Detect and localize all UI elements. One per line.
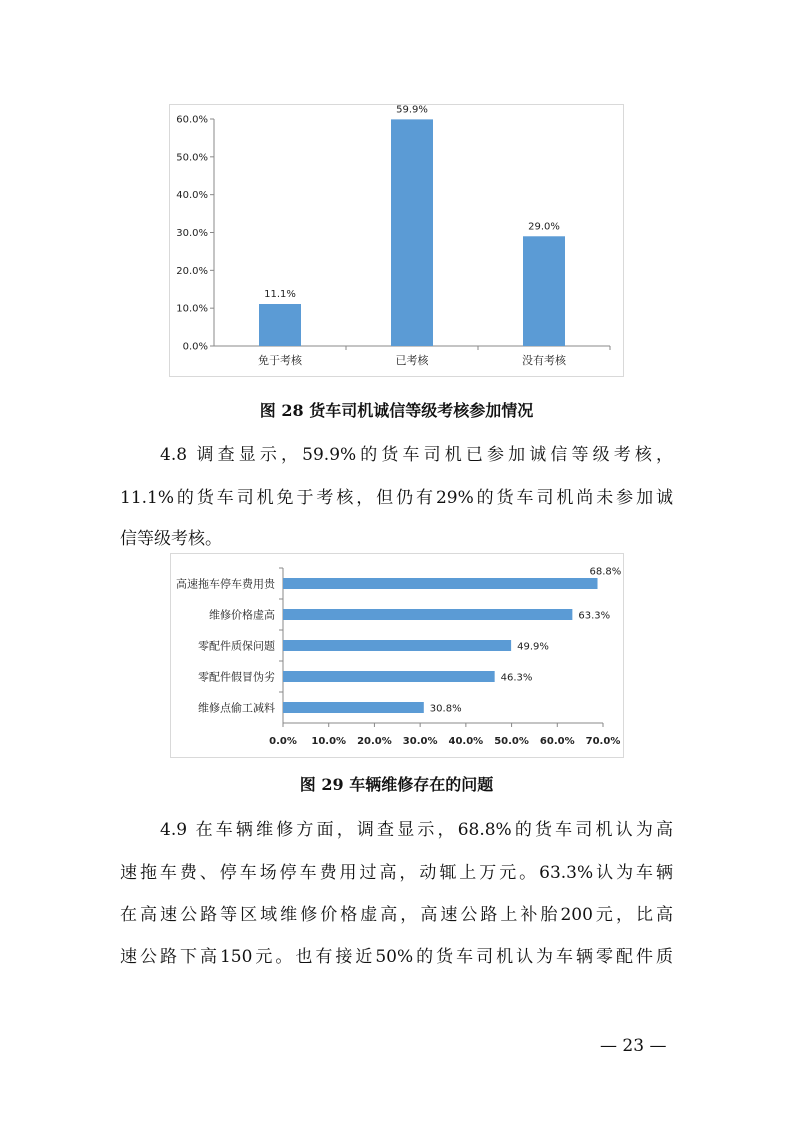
category-label: 维修价格虚高 (209, 608, 275, 622)
x-tick-label: 60.0% (539, 736, 575, 747)
page-number: — 23 — (600, 1036, 667, 1056)
y-tick-label: 0.0% (182, 341, 208, 353)
paragraph-line: 速拖车费、停车场停车费用过高，动辄上万元。63.3%认为车辆 (120, 863, 673, 883)
x-tick-label: 0.0% (269, 736, 297, 747)
data-label: 68.8% (589, 566, 622, 578)
bar (283, 578, 598, 589)
bar (259, 304, 301, 346)
x-tick-label: 20.0% (357, 736, 392, 747)
bar (283, 609, 572, 620)
category-label: 零配件质保问题 (198, 639, 275, 653)
x-tick-label: 70.0% (585, 736, 621, 747)
paragraph-line: 速公路下高150元。也有接近50%的货车司机认为车辆零配件质 (120, 947, 673, 967)
data-label: 30.8% (429, 703, 462, 715)
category-label: 没有考核 (522, 354, 566, 367)
y-tick-label: 60.0% (176, 114, 208, 126)
paragraph-line: 4.9 在车辆维修方面，调查显示，68.8%的货车司机认为高 (160, 820, 673, 840)
paragraph-line: 11.1%的货车司机免于考核，但仍有29%的货车司机尚未参加诚 (120, 488, 673, 508)
bar (523, 236, 565, 346)
x-tick-label: 30.0% (402, 736, 438, 747)
paragraph-line: 在高速公路等区域维修价格虚高，高速公路上补胎200元，比高 (120, 905, 673, 925)
bar (283, 640, 511, 651)
category-label: 高速拖车停车费用贵 (176, 577, 275, 591)
category-label: 免于考核 (258, 354, 302, 367)
y-tick-label: 50.0% (176, 152, 208, 164)
data-label: 63.3% (578, 610, 611, 622)
figure-29-caption: 图 29 车辆维修存在的问题 (299, 775, 494, 794)
x-tick-label: 40.0% (448, 736, 484, 747)
bar (283, 702, 424, 713)
category-label: 维修点偷工减料 (198, 701, 275, 715)
data-label: 46.3% (500, 672, 533, 684)
chart-repair-problems-svg (171, 554, 623, 757)
y-tick-label: 30.0% (176, 228, 208, 239)
figure-28-caption: 图 28 货车司机诚信等级考核参加情况 (259, 401, 534, 420)
bar (283, 671, 495, 682)
chart-exam-participation-svg (170, 105, 623, 376)
category-label: 已考核 (395, 354, 429, 367)
y-tick-label: 10.0% (176, 303, 208, 315)
paragraph-line: 信等级考核。 (120, 529, 222, 549)
y-tick-label: 20.0% (176, 265, 208, 277)
data-label: 29.0% (528, 221, 560, 233)
category-label: 零配件假冒伪劣 (198, 670, 275, 684)
data-label: 59.9% (396, 105, 428, 116)
paragraph-line: 4.8 调查显示，59.9%的货车司机已参加诚信等级考核， (160, 445, 673, 465)
x-tick-label: 50.0% (494, 736, 529, 747)
y-tick-label: 40.0% (176, 190, 208, 202)
bar (391, 119, 433, 346)
x-tick-label: 10.0% (311, 736, 347, 747)
data-label: 49.9% (517, 641, 549, 653)
chart-repair-problems (170, 553, 624, 758)
data-label: 11.1% (264, 289, 296, 301)
chart-exam-participation (169, 104, 624, 377)
